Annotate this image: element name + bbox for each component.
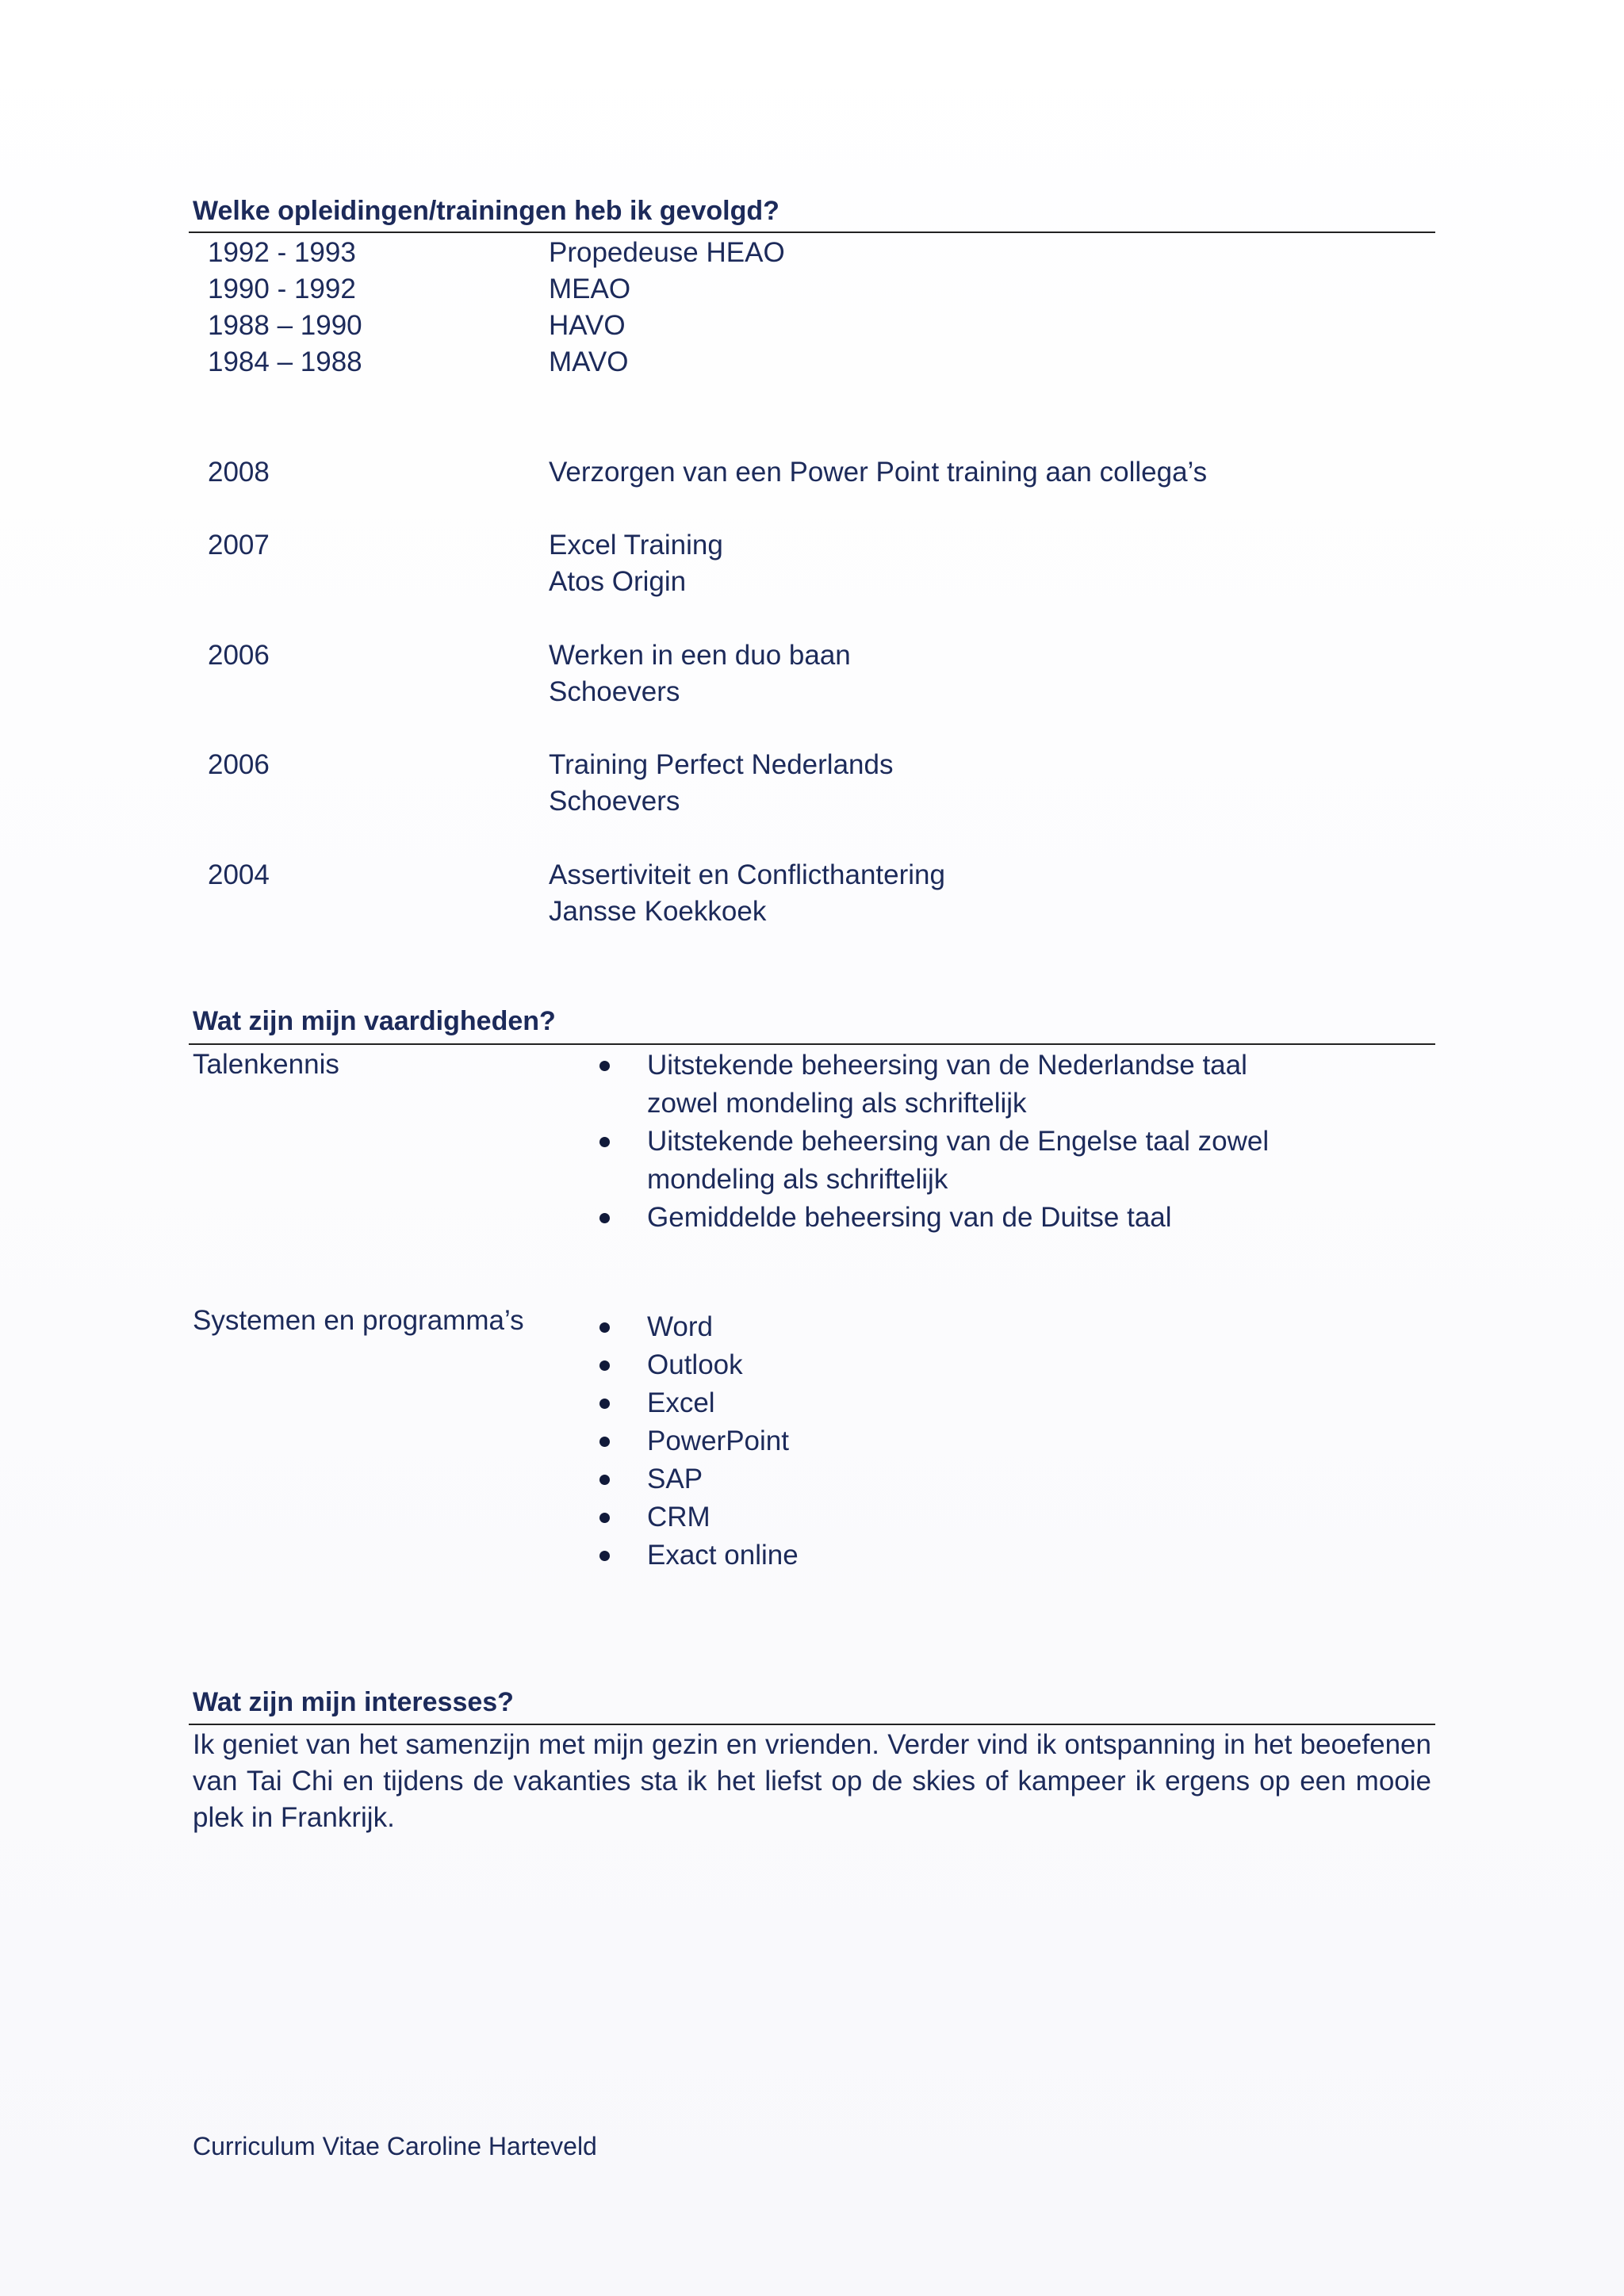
training-year: 2004	[208, 859, 270, 890]
training-provider: Schoevers	[549, 786, 680, 817]
interests-paragraph: Ik geniet van het samenzijn met mijn gezin en vrienden. Verder vind ik ontspanning in het beoefenen van Tai Chi en tijdens de vakanties sta ik het liefst op de skies of kampeer ik ergens op een mooie plek in Frankrijk.	[193, 1729, 1431, 1833]
list-item	[595, 1308, 799, 1346]
language-line: mondeling als schriftelijk	[647, 1164, 948, 1195]
training-title: Excel Training	[549, 530, 723, 561]
list-item	[595, 1346, 799, 1384]
language-line: Uitstekende beheersing van de Nederlandse taal	[647, 1050, 1247, 1081]
language-line: Gemiddelde beheersing van de Duitse taal	[647, 1202, 1172, 1233]
bullet-icon	[599, 1360, 610, 1371]
training-provider: Schoevers	[549, 676, 680, 707]
bullet-icon	[599, 1513, 610, 1523]
training-title: Verzorgen van een Power Point training aan collega’s	[549, 457, 1208, 488]
languages-label: Talenkennis	[193, 1049, 339, 1080]
list-item	[595, 1536, 799, 1575]
school-name: Propedeuse HEAO	[549, 237, 785, 268]
system-name: CRM	[647, 1502, 710, 1533]
school-name: MAVO	[549, 346, 629, 377]
school-years: 1992 - 1993	[208, 237, 356, 268]
training-provider: Jansse Koekkoek	[549, 896, 767, 927]
list-item	[595, 1123, 1269, 1199]
training-year: 2006	[208, 749, 270, 780]
school-years: 1988 – 1990	[208, 310, 362, 341]
language-line: zowel mondeling als schriftelijk	[647, 1088, 1027, 1119]
system-name: SAP	[647, 1464, 703, 1494]
list-item	[595, 1384, 799, 1422]
training-year: 2006	[208, 640, 270, 671]
bullet-icon	[599, 1437, 610, 1447]
system-name: Exact online	[647, 1540, 799, 1571]
training-title: Werken in een duo baan	[549, 640, 851, 671]
interests-divider	[189, 1724, 1435, 1725]
school-years: 1984 – 1988	[208, 346, 362, 377]
training-provider: Atos Origin	[549, 566, 687, 597]
school-name: HAVO	[549, 310, 626, 341]
bullet-icon	[599, 1399, 610, 1409]
training-year: 2007	[208, 530, 270, 561]
systems-list	[595, 1308, 799, 1575]
list-item	[595, 1498, 799, 1536]
system-name: PowerPoint	[647, 1425, 789, 1456]
system-name: Word	[647, 1311, 713, 1342]
education-divider	[189, 232, 1435, 233]
education-heading: Welke opleidingen/trainingen heb ik gevolgd?	[193, 196, 779, 226]
interests-heading: Wat zijn mijn interesses?	[193, 1687, 514, 1717]
language-line: Uitstekende beheersing van de Engelse taal zowel	[647, 1126, 1270, 1157]
school-name: MEAO	[549, 274, 631, 304]
system-name: Outlook	[647, 1349, 743, 1380]
bullet-icon	[599, 1137, 610, 1147]
school-years: 1990 - 1992	[208, 274, 356, 304]
bullet-icon	[599, 1475, 610, 1485]
training-title: Training Perfect Nederlands	[549, 749, 894, 780]
skills-divider	[189, 1043, 1435, 1045]
footer-text: Curriculum Vitae Caroline Harteveld	[193, 2132, 597, 2160]
list-item	[595, 1047, 1269, 1123]
list-item	[595, 1460, 799, 1498]
skills-heading: Wat zijn mijn vaardigheden?	[193, 1006, 556, 1036]
system-name: Excel	[647, 1387, 715, 1418]
list-item	[595, 1199, 1269, 1237]
bullet-icon	[599, 1551, 610, 1561]
training-year: 2008	[208, 457, 270, 488]
training-title: Assertiviteit en Conflicthantering	[549, 859, 945, 890]
list-item	[595, 1422, 799, 1460]
bullet-icon	[599, 1213, 610, 1223]
systems-label: Systemen en programma’s	[193, 1305, 524, 1336]
languages-list	[595, 1047, 1269, 1237]
bullet-icon	[599, 1061, 610, 1071]
bullet-icon	[599, 1322, 610, 1333]
